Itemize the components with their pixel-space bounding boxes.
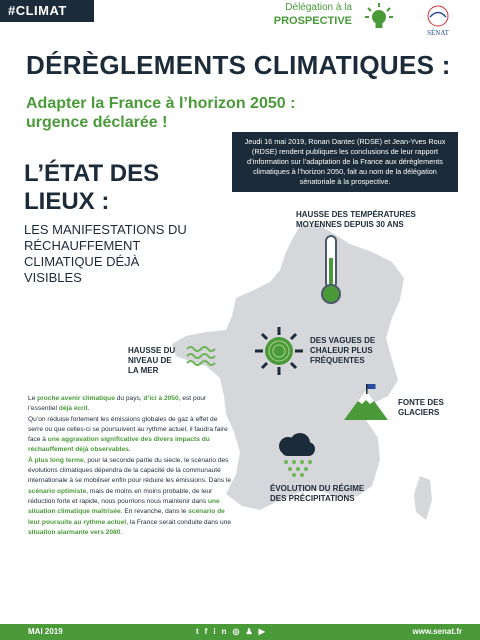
label-glaciers: FONTE DES GLACIERS <box>398 398 444 417</box>
highlight: une aggravation significative des divers impacts du réchauffement déjà observables <box>28 436 210 454</box>
footer-date: MAI 2019 <box>28 627 63 636</box>
delegation-line1: Délégation à la <box>285 2 352 13</box>
label-temperatures: HAUSSE DES TEMPÉRATURES MOYENNES DEPUIS 30 ANS <box>296 210 416 229</box>
delegation-line2: PROSPECTIVE <box>273 15 352 27</box>
tag-climat: #CLIMAT <box>0 0 94 22</box>
linkedin-icon[interactable]: in <box>213 627 233 636</box>
paragraph-1: Le proche avenir climatique du pays, d’ici à 2050, est pour l’essentiel déjà écrit. <box>28 395 207 413</box>
footer <box>0 624 480 640</box>
highlight: une situation climatique maîtrisée <box>28 497 220 516</box>
page-title: DÉRÈGLEMENTS CLIMATIQUES : <box>26 50 451 80</box>
label-precipitations: ÉVOLUTION DU RÉGIME DES PRÉCIPITATIONS <box>270 484 365 503</box>
paragraph-3: À plus long terme, pour la seconde partie du siècle, le scénario des évolutions climatiques dépendra de la capacité de la communauté internationale à se mobiliser enfin pour réduire les émissions. Dans le scénario optimiste, mais de moins en moins probable, de leur réduction forte et rapide, nous pourrions nous maintenir dans une situation climatique maîtrisée. En revanche, dans le scénario de leur poursuite au rythme actuel, la France serait conduite dans une situation alarmante vers 2080. <box>28 456 232 536</box>
youtube-icon[interactable]: ▶ <box>258 627 271 636</box>
page-subtitle: Adapter la France à l’horizon 2050 : urgence déclarée ! <box>26 95 296 131</box>
label-vagues-chaleur: DES VAGUES DE CHALEUR PLUS FRÉQUENTES <box>310 336 376 365</box>
facebook-icon[interactable]: f <box>204 627 214 636</box>
info-box: Jeudi 16 mai 2019, Ronan Dantec (RDSE) et Jean-Yves Roux (RDSE) rendent publiques les conclusions de leur rapport d’information sur l’adaptation de la France aux dérèglements climatiques à l’horizon 2050, fait au nom de la délégation sénatoriale à la prospective. <box>232 132 458 192</box>
label-niveau-mer: HAUSSE DU NIVEAU DE LA MER <box>128 346 176 375</box>
heatwave-icon <box>254 326 304 376</box>
highlight: À plus long terme <box>28 456 84 464</box>
section-subheading: LES MANIFESTATIONS DU RÉCHAUFFEMENT CLIMATIQUE DÉJÀ VISIBLES <box>24 222 187 285</box>
highlight: d’ici à 2050 <box>143 395 179 402</box>
highlight: scénario de leur poursuite au rythme actuel <box>28 508 225 526</box>
glacier-icon <box>342 384 390 422</box>
twitter-icon[interactable]: t <box>196 627 205 636</box>
senat-logo-text: SÉNAT <box>427 29 449 37</box>
paragraph-2: Qu’on réduise fortement les émissions globales de gaz à effet de serre ou que celles-ci se poursuivent au rythme actuel, il faudra faire face à une aggravation significative des divers impacts du réchauffement déjà observables. <box>28 415 228 454</box>
highlight: scénario optimiste <box>28 487 87 495</box>
highlight: situation alarmante vers 2080 <box>28 528 121 536</box>
rain-cloud-icon <box>272 432 320 478</box>
highlight: déjà écrit <box>58 405 88 413</box>
snapchat-icon[interactable]: ♟ <box>245 627 259 636</box>
social-icons <box>196 624 271 640</box>
sea-level-icon <box>186 344 216 368</box>
corsica-shape <box>414 476 432 520</box>
footer-url[interactable]: www.senat.fr <box>412 627 462 636</box>
instagram-icon[interactable]: ◎ <box>232 627 246 636</box>
section-heading: L’ÉTAT DES LIEUX : <box>24 160 160 215</box>
highlight: proche avenir climatique <box>37 395 115 402</box>
body-text <box>28 394 232 538</box>
thermometer-icon <box>316 234 346 306</box>
